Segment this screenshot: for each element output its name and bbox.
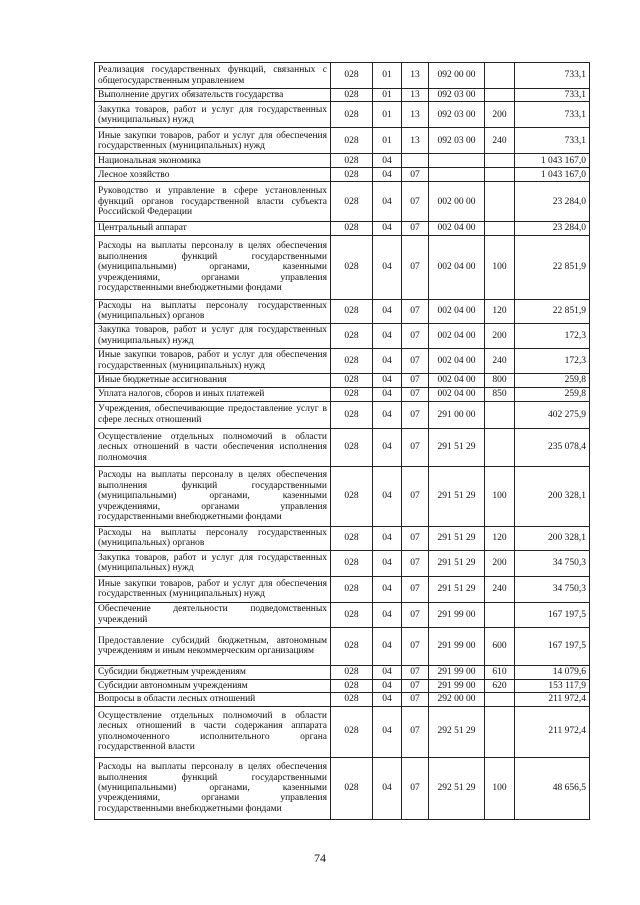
expense-type-cell	[485, 401, 515, 428]
subsection-code-cell: 07	[402, 387, 429, 401]
row-name-cell: Расходы на выплаты персоналу в целях обеспечения выполнения функций государственными (муниципальными) органами, казенными учреждениями, органами управления государственными внебюджетными фондами	[95, 235, 331, 299]
subsection-code-cell: 07	[402, 401, 429, 428]
section-code-cell: 04	[373, 235, 402, 299]
section-code-cell: 04	[373, 401, 402, 428]
target-article-cell: 291 51 29	[429, 576, 485, 602]
table-row	[95, 154, 590, 168]
amount-cell: 172,3	[515, 348, 590, 373]
ved-code-cell: 028	[331, 679, 373, 692]
table-row	[95, 526, 590, 550]
ved-code-cell: 028	[331, 182, 373, 222]
amount-cell: 167 197,5	[515, 627, 590, 665]
ved-code-cell: 028	[331, 550, 373, 576]
row-name-cell: Закупка товаров, работ и услуг для государственных (муниципальных) нужд	[95, 323, 331, 348]
ved-code-cell: 028	[331, 757, 373, 819]
target-article-cell: 002 04 00	[429, 235, 485, 299]
section-code-cell: 04	[373, 679, 402, 692]
row-name-cell: Расходы на выплаты персоналу государственных (муниципальных) органов	[95, 526, 331, 550]
row-name-cell: Уплата налогов, сборов и иных платежей	[95, 387, 331, 401]
subsection-code-cell: 07	[402, 757, 429, 819]
ved-code-cell: 028	[331, 235, 373, 299]
subsection-code-cell: 07	[402, 466, 429, 526]
table-row	[95, 550, 590, 576]
ved-code-cell: 028	[331, 373, 373, 387]
ved-code-cell: 028	[331, 576, 373, 602]
subsection-code-cell: 07	[402, 235, 429, 299]
expense-type-cell: 120	[485, 299, 515, 323]
target-article-cell: 292 00 00	[429, 693, 485, 706]
section-code-cell: 04	[373, 428, 402, 466]
ved-code-cell: 028	[331, 128, 373, 154]
amount-cell: 259,8	[515, 373, 590, 387]
target-article-cell: 291 00 00	[429, 401, 485, 428]
section-code-cell: 04	[373, 323, 402, 348]
table-row	[95, 466, 590, 526]
target-article-cell: 291 51 29	[429, 526, 485, 550]
row-name-cell: Учреждения, обеспечивающие предоставление услуг в сфере лесных отношений	[95, 401, 331, 428]
subsection-code-cell: 13	[402, 63, 429, 89]
section-code-cell: 04	[373, 526, 402, 550]
target-article-cell	[429, 154, 485, 168]
table-row	[95, 373, 590, 387]
ved-code-cell: 028	[331, 222, 373, 235]
row-name-cell: Иные закупки товаров, работ и услуг для обеспечения государственных (муниципальных) нужд	[95, 348, 331, 373]
ved-code-cell: 028	[331, 387, 373, 401]
expense-type-cell: 120	[485, 526, 515, 550]
table-row	[95, 679, 590, 692]
table-row	[95, 348, 590, 373]
expense-type-cell	[485, 428, 515, 466]
target-article-cell: 291 99 00	[429, 665, 485, 679]
amount-cell: 34 750,3	[515, 576, 590, 602]
ved-code-cell: 028	[331, 63, 373, 89]
table-row	[95, 168, 590, 182]
amount-cell: 14 079,6	[515, 665, 590, 679]
subsection-code-cell: 07	[402, 182, 429, 222]
expense-type-cell	[485, 168, 515, 182]
section-code-cell: 04	[373, 154, 402, 168]
table-row	[95, 693, 590, 706]
row-name-cell: Иные закупки товаров, работ и услуг для обеспечения государственных (муниципальных) нужд	[95, 128, 331, 154]
expense-type-cell: 850	[485, 387, 515, 401]
ved-code-cell: 028	[331, 102, 373, 128]
row-name-cell: Закупка товаров, работ и услуг для государственных (муниципальных) нужд	[95, 102, 331, 128]
row-name-cell: Вопросы в области лесных отношений	[95, 693, 331, 706]
expense-type-cell: 800	[485, 373, 515, 387]
ved-code-cell: 028	[331, 466, 373, 526]
target-article-cell	[429, 168, 485, 182]
subsection-code-cell: 07	[402, 706, 429, 757]
subsection-code-cell: 07	[402, 222, 429, 235]
target-article-cell: 002 04 00	[429, 222, 485, 235]
row-name-cell: Выполнение других обязательств государства	[95, 89, 331, 102]
target-article-cell: 002 04 00	[429, 387, 485, 401]
amount-cell: 200 328,1	[515, 466, 590, 526]
page-number: 74	[314, 851, 326, 865]
row-name-cell: Закупка товаров, работ и услуг для государственных (муниципальных) нужд	[95, 550, 331, 576]
ved-code-cell: 028	[331, 693, 373, 706]
ved-code-cell: 028	[331, 627, 373, 665]
subsection-code-cell: 07	[402, 428, 429, 466]
ved-code-cell: 028	[331, 602, 373, 627]
section-code-cell: 04	[373, 299, 402, 323]
expense-type-cell	[485, 154, 515, 168]
expense-type-cell: 600	[485, 627, 515, 665]
subsection-code-cell: 07	[402, 348, 429, 373]
amount-cell: 172,3	[515, 323, 590, 348]
amount-cell: 1 043 167,0	[515, 168, 590, 182]
row-name-cell: Субсидии бюджетным учреждениям	[95, 665, 331, 679]
target-article-cell: 292 51 29	[429, 757, 485, 819]
target-article-cell: 002 04 00	[429, 373, 485, 387]
target-article-cell: 092 03 00	[429, 89, 485, 102]
expense-type-cell	[485, 602, 515, 627]
row-name-cell: Расходы на выплаты персоналу в целях обеспечения выполнения функций государственными (муниципальными) органами, казенными учреждениями, органами управления государственными внебюджетными фондами	[95, 466, 331, 526]
target-article-cell: 092 03 00	[429, 128, 485, 154]
amount-cell: 733,1	[515, 63, 590, 89]
target-article-cell: 002 04 00	[429, 323, 485, 348]
target-article-cell: 291 99 00	[429, 627, 485, 665]
row-name-cell: Центральный аппарат	[95, 222, 331, 235]
table-row	[95, 323, 590, 348]
row-name-cell: Расходы на выплаты персоналу государственных (муниципальных) органов	[95, 299, 331, 323]
table-row	[95, 602, 590, 627]
section-code-cell: 04	[373, 602, 402, 627]
ved-code-cell: 028	[331, 89, 373, 102]
section-code-cell: 04	[373, 757, 402, 819]
expense-type-cell	[485, 693, 515, 706]
expense-type-cell	[485, 63, 515, 89]
ved-code-cell: 028	[331, 526, 373, 550]
row-name-cell: Лесное хозяйство	[95, 168, 331, 182]
budget-table	[94, 62, 590, 820]
section-code-cell: 04	[373, 387, 402, 401]
table-row	[95, 89, 590, 102]
table-row	[95, 428, 590, 466]
expense-type-cell: 200	[485, 323, 515, 348]
expense-type-cell: 100	[485, 466, 515, 526]
section-code-cell: 04	[373, 693, 402, 706]
section-code-cell: 04	[373, 182, 402, 222]
subsection-code-cell: 07	[402, 679, 429, 692]
row-name-cell: Осуществление отдельных полномочий в области лесных отношений в части содержания аппарата уполномоченного исполнительного органа государственной власти	[95, 706, 331, 757]
amount-cell: 200 328,1	[515, 526, 590, 550]
section-code-cell: 04	[373, 222, 402, 235]
row-name-cell: Субсидии автономным учреждениям	[95, 679, 331, 692]
expense-type-cell	[485, 182, 515, 222]
amount-cell: 48 656,5	[515, 757, 590, 819]
ved-code-cell: 028	[331, 706, 373, 757]
section-code-cell: 04	[373, 348, 402, 373]
expense-type-cell: 100	[485, 757, 515, 819]
expense-type-cell: 240	[485, 576, 515, 602]
subsection-code-cell: 07	[402, 299, 429, 323]
row-name-cell: Расходы на выплаты персоналу в целях обеспечения выполнения функций государственными (муниципальными) органами, казенными учреждениями, органами управления государственными внебюджетными фондами	[95, 757, 331, 819]
section-code-cell: 01	[373, 102, 402, 128]
expense-type-cell: 200	[485, 550, 515, 576]
row-name-cell: Иные бюджетные ассигнования	[95, 373, 331, 387]
row-name-cell: Предоставление субсидий бюджетным, автономным учреждениям и иным некоммерческим организациям	[95, 627, 331, 665]
subsection-code-cell: 13	[402, 89, 429, 102]
amount-cell: 733,1	[515, 89, 590, 102]
amount-cell: 23 284,0	[515, 222, 590, 235]
subsection-code-cell: 07	[402, 693, 429, 706]
table-row	[95, 182, 590, 222]
target-article-cell: 292 51 29	[429, 706, 485, 757]
row-name-cell: Иные закупки товаров, работ и услуг для обеспечения государственных (муниципальных) нужд	[95, 576, 331, 602]
expense-type-cell: 200	[485, 102, 515, 128]
amount-cell: 153 117,9	[515, 679, 590, 692]
table-row	[95, 222, 590, 235]
table-row	[95, 757, 590, 819]
target-article-cell: 092 03 00	[429, 102, 485, 128]
section-code-cell: 04	[373, 373, 402, 387]
row-name-cell: Реализация государственных функций, связанных с общегосударственным управлением	[95, 63, 331, 89]
amount-cell: 1 043 167,0	[515, 154, 590, 168]
amount-cell: 402 275,9	[515, 401, 590, 428]
ved-code-cell: 028	[331, 299, 373, 323]
amount-cell: 235 078,4	[515, 428, 590, 466]
target-article-cell: 002 00 00	[429, 182, 485, 222]
amount-cell: 733,1	[515, 102, 590, 128]
section-code-cell: 01	[373, 89, 402, 102]
target-article-cell: 291 99 00	[429, 602, 485, 627]
ved-code-cell: 028	[331, 665, 373, 679]
subsection-code-cell: 07	[402, 526, 429, 550]
section-code-cell: 01	[373, 63, 402, 89]
amount-cell: 23 284,0	[515, 182, 590, 222]
target-article-cell: 002 04 00	[429, 348, 485, 373]
table-row	[95, 128, 590, 154]
expense-type-cell: 610	[485, 665, 515, 679]
table-row	[95, 235, 590, 299]
ved-code-cell: 028	[331, 401, 373, 428]
target-article-cell: 002 04 00	[429, 299, 485, 323]
ved-code-cell: 028	[331, 323, 373, 348]
subsection-code-cell: 07	[402, 665, 429, 679]
amount-cell: 733,1	[515, 128, 590, 154]
ved-code-cell: 028	[331, 168, 373, 182]
expense-type-cell: 240	[485, 348, 515, 373]
amount-cell: 211 972,4	[515, 706, 590, 757]
table-row	[95, 63, 590, 89]
target-article-cell: 291 51 29	[429, 550, 485, 576]
section-code-cell: 04	[373, 576, 402, 602]
section-code-cell: 04	[373, 168, 402, 182]
expense-type-cell: 100	[485, 235, 515, 299]
row-name-cell: Обеспечение деятельности подведомственных учреждений	[95, 602, 331, 627]
table-row	[95, 299, 590, 323]
row-name-cell: Руководство и управление в сфере установленных функций органов государственной власти субъекта Российской Федерации	[95, 182, 331, 222]
section-code-cell: 04	[373, 665, 402, 679]
expense-type-cell	[485, 89, 515, 102]
target-article-cell: 291 51 29	[429, 466, 485, 526]
amount-cell: 22 851,9	[515, 235, 590, 299]
subsection-code-cell: 07	[402, 550, 429, 576]
target-article-cell: 092 00 00	[429, 63, 485, 89]
section-code-cell: 01	[373, 128, 402, 154]
table-row	[95, 401, 590, 428]
table-row	[95, 387, 590, 401]
subsection-code-cell: 07	[402, 576, 429, 602]
amount-cell: 259,8	[515, 387, 590, 401]
table-row	[95, 627, 590, 665]
table-row	[95, 102, 590, 128]
amount-cell: 167 197,5	[515, 602, 590, 627]
expense-type-cell: 240	[485, 128, 515, 154]
expense-type-cell	[485, 222, 515, 235]
expense-type-cell: 620	[485, 679, 515, 692]
table-row	[95, 706, 590, 757]
row-name-cell: Национальная экономика	[95, 154, 331, 168]
ved-code-cell: 028	[331, 428, 373, 466]
section-code-cell: 04	[373, 627, 402, 665]
subsection-code-cell	[402, 154, 429, 168]
section-code-cell: 04	[373, 706, 402, 757]
ved-code-cell: 028	[331, 348, 373, 373]
subsection-code-cell: 07	[402, 602, 429, 627]
target-article-cell: 291 51 29	[429, 428, 485, 466]
subsection-code-cell: 07	[402, 168, 429, 182]
subsection-code-cell: 07	[402, 373, 429, 387]
amount-cell: 211 972,4	[515, 693, 590, 706]
table-row	[95, 576, 590, 602]
ved-code-cell: 028	[331, 154, 373, 168]
row-name-cell: Осуществление отдельных полномочий в области лесных отношений в части обеспечения исполнения полномочия	[95, 428, 331, 466]
subsection-code-cell: 13	[402, 102, 429, 128]
subsection-code-cell: 13	[402, 128, 429, 154]
target-article-cell: 291 99 00	[429, 679, 485, 692]
table-row	[95, 665, 590, 679]
amount-cell: 22 851,9	[515, 299, 590, 323]
section-code-cell: 04	[373, 466, 402, 526]
section-code-cell: 04	[373, 550, 402, 576]
subsection-code-cell: 07	[402, 627, 429, 665]
expense-type-cell	[485, 706, 515, 757]
amount-cell: 34 750,3	[515, 550, 590, 576]
subsection-code-cell: 07	[402, 323, 429, 348]
